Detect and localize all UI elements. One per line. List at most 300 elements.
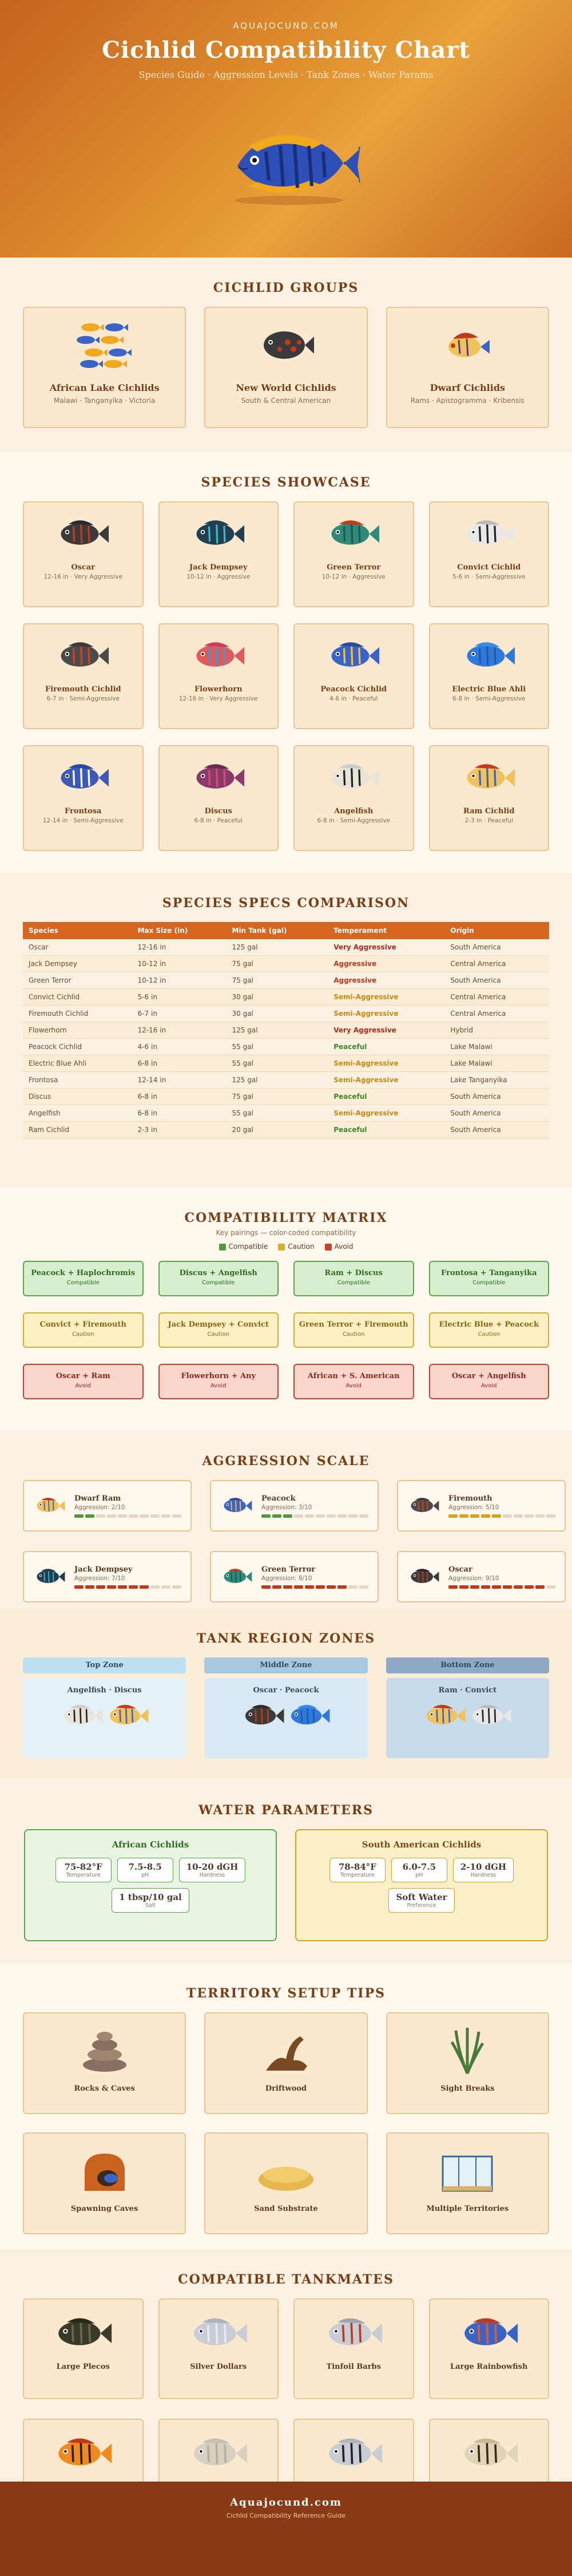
water-param-value: 78-84°F [338, 1862, 376, 1872]
aggression-bar-segment [448, 1585, 458, 1589]
pair-label: Discus + Angelfish [179, 1269, 257, 1277]
legend-label: Avoid [334, 1243, 353, 1251]
table-cell-size: 6-8 in [132, 1055, 227, 1072]
convict-cichlid-icon [460, 515, 518, 553]
table-header-cell: Max Size (in) [132, 922, 227, 939]
table-cell-origin: Central America [444, 1006, 549, 1022]
table-header-cell: Min Tank (gal) [227, 922, 328, 939]
water-param-key: Temperature [66, 1872, 101, 1878]
zone-body [386, 1678, 549, 1758]
table-cell-size: 6-7 in [132, 1006, 227, 1022]
rock-stack-icon [73, 2025, 136, 2076]
compat-pair[interactable] [23, 1364, 144, 1399]
legend-item [219, 1243, 268, 1251]
aggression-bar-segment [348, 1585, 357, 1589]
species-card[interactable] [158, 623, 279, 729]
aggression-bar-segment [492, 1585, 501, 1589]
table-cell-species: Discus [23, 1089, 132, 1105]
group-card-dwarf[interactable] [386, 307, 549, 428]
tip-name: Spawning Caves [70, 2205, 138, 2213]
aggression-bar-segment [337, 1585, 347, 1589]
table-row [23, 1105, 549, 1122]
table-cell-temp: Aggressive [328, 972, 444, 989]
pair-label: Peacock + Haplochromis [31, 1269, 136, 1277]
aggression-bar-segment [118, 1585, 127, 1589]
aggression-name: Firemouth [448, 1494, 492, 1503]
synodontis-catfish-icon [458, 2432, 521, 2475]
group-card-african[interactable] [23, 307, 186, 428]
table-cell-species: Jack Dempsey [23, 956, 132, 972]
tip-name: Multiple Territories [426, 2205, 509, 2213]
pair-label: Oscar + Ram [55, 1372, 110, 1380]
table-cell-tank: 75 gal [227, 956, 328, 972]
aggression-bar-segment [272, 1514, 281, 1518]
aggression-bar [448, 1514, 555, 1518]
table-cell-origin: South America [444, 939, 549, 956]
zone-body [204, 1678, 367, 1758]
compat-pair[interactable] [429, 1312, 550, 1348]
table-row [23, 939, 549, 956]
angelfish-icon [325, 759, 382, 797]
table-cell-origin: South America [444, 1089, 549, 1105]
table-cell-tank: 125 gal [227, 1022, 328, 1039]
zone-column [386, 1657, 549, 1758]
aggression-bar-segment [459, 1585, 468, 1589]
footer [0, 2482, 572, 2576]
aggression-bar-segment [118, 1514, 127, 1518]
aggression-level: Aggression: 8/10 [261, 1574, 312, 1582]
aggression-bar-segment [503, 1585, 512, 1589]
table-cell-tank: 55 gal [227, 1039, 328, 1055]
species-card[interactable] [23, 623, 144, 729]
zone-fish: Angelfish · Discus [67, 1686, 142, 1695]
ram-cichlid-icon [33, 1494, 66, 1517]
aggression-bar [448, 1585, 555, 1589]
water-card-title: South American Cichlids [362, 1839, 482, 1850]
water-card-title: African Cichlids [112, 1839, 189, 1850]
aggression-bar-segment [305, 1585, 314, 1589]
pair-status: Caution [478, 1331, 500, 1338]
legend-swatch [325, 1244, 332, 1251]
table-cell-species: Flowerhorn [23, 1022, 132, 1039]
species-name: Ram Cichlid [463, 807, 515, 816]
compat-pair[interactable] [158, 1364, 279, 1399]
table-cell-temp: Semi-Aggressive [328, 1105, 444, 1122]
aggression-bar-segment [546, 1585, 555, 1589]
ram-cichlid-icon [105, 1700, 150, 1731]
table-cell-size: 10-12 in [132, 956, 227, 972]
table-cell-species: Oscar [23, 939, 132, 956]
tip-card[interactable] [204, 2012, 367, 2114]
aggression-bar-segment [348, 1514, 357, 1518]
compat-pair[interactable] [293, 1312, 414, 1348]
table-row [23, 1072, 549, 1089]
species-card[interactable] [23, 501, 144, 607]
table-cell-temp: Semi-Aggressive [328, 1006, 444, 1022]
table-cell-tank: 125 gal [227, 939, 328, 956]
zone-fish: Ram · Convict [438, 1686, 497, 1695]
species-name: Jack Dempsey [189, 563, 248, 572]
species-name: Discus [204, 807, 232, 816]
aggression-card[interactable] [210, 1551, 379, 1602]
aggression-bar-segment [503, 1514, 512, 1518]
tip-card[interactable] [204, 2132, 367, 2234]
species-card[interactable] [429, 623, 550, 729]
table-cell-size: 6-8 in [132, 1105, 227, 1122]
table-cell-tank: 30 gal [227, 1006, 328, 1022]
ram-cichlid-icon [436, 319, 499, 371]
peacock-cichlid-icon [325, 637, 382, 675]
aggression-card[interactable] [23, 1551, 192, 1602]
water-param-key: Temperature [340, 1872, 375, 1878]
tankmate-card[interactable] [23, 2298, 144, 2399]
water-param-key: Preference [407, 1902, 436, 1909]
table-cell-species: Electric Blue Ahli [23, 1055, 132, 1072]
pair-label: Oscar + Angelfish [451, 1372, 526, 1380]
aggression-bar-segment [327, 1585, 336, 1589]
table-cell-size: 12-16 in [132, 939, 227, 956]
species-name: Oscar [71, 563, 96, 572]
water-param [329, 1858, 386, 1882]
compat-pair[interactable] [158, 1261, 279, 1296]
aggression-card[interactable] [397, 1480, 566, 1532]
aggression-name: Green Terror [261, 1565, 316, 1574]
aggression-bar-segment [359, 1585, 368, 1589]
table-cell-tank: 75 gal [227, 1089, 328, 1105]
species-desc: 6-8 in · Peaceful [194, 817, 243, 824]
convict-cichlid-icon [467, 1700, 513, 1731]
aggression-bar-segment [107, 1514, 116, 1518]
group-card-new-world[interactable] [204, 307, 367, 428]
tip-card[interactable] [23, 2012, 186, 2114]
aggression-card[interactable] [210, 1480, 379, 1532]
aggression-bar-segment [481, 1514, 490, 1518]
table-row [23, 1039, 549, 1055]
aggression-bar-segment [74, 1585, 84, 1589]
legend-item [325, 1243, 353, 1251]
compat-pair[interactable] [23, 1312, 144, 1348]
aggression-bar-segment [129, 1585, 138, 1589]
table-cell-size: 12-16 in [132, 1022, 227, 1039]
pair-status: Avoid [210, 1383, 227, 1389]
aggression-bar-segment [481, 1585, 490, 1589]
aggression-bar-segment [316, 1514, 325, 1518]
site-name[interactable]: AQUAJOCUND.COM [233, 21, 339, 31]
aggression-bar-segment [140, 1514, 149, 1518]
table-cell-origin: Lake Malawi [444, 1055, 549, 1072]
tankmate-card[interactable] [293, 2298, 414, 2399]
ram-cichlid-icon [422, 1700, 467, 1731]
aggression-bar-segment [470, 1585, 479, 1589]
species-desc: 5-6 in · Semi-Aggressive [452, 573, 526, 580]
aggression-bar-segment [525, 1585, 534, 1589]
pair-status: Compatible [472, 1280, 506, 1286]
compat-pair[interactable] [293, 1364, 414, 1399]
table-cell-species: Peacock Cichlid [23, 1039, 132, 1055]
species-name: Frontosa [65, 807, 102, 816]
groups-title: CICHLID GROUPS [213, 280, 359, 295]
table-cell-temp: Semi-Aggressive [328, 989, 444, 1006]
tip-name: Rocks & Caves [74, 2084, 135, 2093]
aggression-bar-segment [470, 1514, 479, 1518]
aggression-bar-segment [161, 1585, 170, 1589]
table-header-cell: Species [23, 922, 132, 939]
compat-pair[interactable] [293, 1261, 414, 1296]
tankmates-title: COMPATIBLE TANKMATES [178, 2272, 394, 2287]
aggression-bar-segment [294, 1585, 303, 1589]
giant-gourami-icon [187, 2432, 250, 2475]
species-card[interactable] [293, 623, 414, 729]
table-row [23, 1055, 549, 1072]
species-card[interactable] [429, 745, 550, 851]
water-param [117, 1858, 173, 1882]
table-row [23, 956, 549, 972]
table-row [23, 1089, 549, 1105]
table-cell-species: Firemouth Cichlid [23, 1006, 132, 1022]
compat-pair[interactable] [23, 1261, 144, 1296]
electric-blue-ahli-icon [460, 637, 518, 675]
specs-table [23, 922, 549, 1138]
species-card[interactable] [158, 501, 279, 607]
aggression-bar-segment [283, 1514, 292, 1518]
water-param-value: 2-10 dGH [460, 1862, 507, 1872]
table-row [23, 1006, 549, 1022]
page-subtitle: Species Guide · Aggression Levels · Tank Zones · Water Params [138, 69, 434, 80]
aggression-bar-segment [448, 1514, 458, 1518]
aggression-card[interactable] [397, 1551, 566, 1602]
pair-status: Avoid [481, 1383, 497, 1389]
water-param [112, 1888, 189, 1913]
aggression-bar-segment [459, 1514, 468, 1518]
tip-card[interactable] [23, 2132, 186, 2234]
tankmate-name: Large Rainbowfish [450, 2363, 528, 2371]
zones-section [0, 1608, 572, 1780]
water-param-value: 10-20 dGH [186, 1862, 239, 1872]
group-name: Dwarf Cichlids [430, 382, 506, 393]
tankmate-card[interactable] [429, 2298, 550, 2399]
table-cell-size: 12-14 in [132, 1072, 227, 1089]
species-name: Firemouth Cichlid [45, 685, 121, 694]
water-param [453, 1858, 514, 1882]
tips-section [0, 1963, 572, 2249]
table-row [23, 1122, 549, 1138]
aggression-bar-segment [546, 1514, 555, 1518]
group-desc: Malawi · Tanganyika · Victoria [53, 397, 156, 405]
tip-card[interactable] [386, 2012, 549, 2114]
electric-blue-ahli-icon [286, 1700, 332, 1731]
tip-card[interactable] [386, 2132, 549, 2234]
table-cell-tank: 55 gal [227, 1055, 328, 1072]
firemouth-cichlid-icon [54, 637, 112, 675]
table-cell-temp: Very Aggressive [328, 939, 444, 956]
matrix-legend [23, 1243, 549, 1251]
species-name: Flowerhorn [194, 685, 243, 694]
tankmate-card[interactable] [158, 2298, 279, 2399]
pair-status: Avoid [75, 1383, 91, 1389]
groups-section [0, 258, 572, 452]
species-desc: 6-8 in · Semi-Aggressive [452, 695, 526, 702]
tip-name: Sight Breaks [440, 2084, 495, 2093]
aggression-bar-segment [150, 1514, 160, 1518]
pair-status: Avoid [345, 1383, 362, 1389]
driftwood-icon [255, 2025, 317, 2076]
aggression-bar [261, 1514, 368, 1518]
table-cell-size: 2-3 in [132, 1122, 227, 1138]
tankmate-name: Tinfoil Barbs [326, 2363, 381, 2371]
aggression-bar-segment [107, 1585, 116, 1589]
green-terror-fish-icon [220, 1565, 253, 1588]
jack-dempsey-fish-icon [190, 515, 247, 553]
water-param-key: pH [415, 1872, 423, 1878]
matrix-title: COMPATIBILITY MATRIX [184, 1210, 388, 1225]
table-cell-origin: South America [444, 1122, 549, 1138]
table-cell-origin: Central America [444, 989, 549, 1006]
aggression-bar-segment [150, 1585, 160, 1589]
group-name: African Lake Cichlids [49, 382, 160, 393]
pair-label: Green Terror + Firemouth [299, 1320, 408, 1329]
hero-header [0, 0, 572, 258]
aggression-bar [74, 1514, 181, 1518]
pair-label: Ram + Discus [324, 1269, 383, 1277]
pleco-fish-icon [51, 2312, 114, 2355]
clown-loach-icon [51, 2432, 114, 2475]
compat-pair[interactable] [429, 1261, 550, 1296]
table-cell-temp: Semi-Aggressive [328, 1072, 444, 1089]
aggression-name: Dwarf Ram [74, 1494, 121, 1503]
water-param-value: Soft Water [396, 1892, 447, 1902]
species-name: Green Terror [327, 563, 381, 572]
green-terror-fish-icon [325, 515, 382, 553]
oscar-fish-icon [54, 515, 112, 553]
aggression-bar-segment [294, 1514, 303, 1518]
zone-fish: Oscar · Peacock [253, 1686, 319, 1695]
water-param [55, 1858, 112, 1882]
legend-swatch [219, 1244, 226, 1251]
tankmate-name: Silver Dollars [190, 2363, 247, 2371]
table-header-cell: Temperament [328, 922, 444, 939]
compat-pair[interactable] [429, 1364, 550, 1399]
aggression-name: Peacock [261, 1494, 296, 1503]
group-desc: South & Central American [241, 397, 331, 405]
table-row [23, 989, 549, 1006]
aggression-bar-segment [261, 1585, 271, 1589]
table-cell-temp: Semi-Aggressive [328, 1055, 444, 1072]
table-cell-tank: 75 gal [227, 972, 328, 989]
aggression-bar-segment [492, 1514, 501, 1518]
table-cell-species: Angelfish [23, 1105, 132, 1122]
aggression-bar [261, 1585, 368, 1589]
table-cell-size: 6-8 in [132, 1089, 227, 1105]
legend-item [278, 1243, 314, 1251]
table-cell-species: Ram Cichlid [23, 1122, 132, 1138]
aggression-bar-segment [172, 1585, 181, 1589]
tip-name: Driftwood [265, 2084, 307, 2093]
water-param [179, 1858, 246, 1882]
oscar-fish-icon [240, 1700, 286, 1731]
pair-label: Frontosa + Tanganyika [440, 1269, 537, 1277]
matrix-subtitle: Key pairings — color-coded compatibility [216, 1229, 356, 1237]
pair-status: Caution [342, 1331, 365, 1338]
species-title: SPECIES SHOWCASE [201, 475, 371, 490]
water-param-key: Hardness [470, 1872, 496, 1878]
aggression-bar-segment [337, 1514, 347, 1518]
legend-swatch [278, 1244, 285, 1251]
aggression-bar-segment [85, 1514, 94, 1518]
african-cichlids-school-icon [73, 319, 136, 371]
table-cell-size: 4-6 in [132, 1039, 227, 1055]
species-desc: 4-6 in · Peaceful [329, 695, 378, 702]
flowerhorn-fish-icon [190, 637, 247, 675]
specs-title: SPECIES SPECS COMPARISON [162, 896, 410, 911]
rainbowfish-icon [458, 2312, 521, 2355]
table-row [23, 1022, 549, 1039]
species-card[interactable] [293, 745, 414, 851]
zones-title: TANK REGION ZONES [196, 1631, 376, 1646]
aggression-section [0, 1431, 572, 1608]
table-row [23, 972, 549, 989]
species-desc: 6-8 in · Semi-Aggressive [317, 817, 390, 824]
species-card[interactable] [293, 501, 414, 607]
species-card[interactable] [429, 501, 550, 607]
peacock-cichlid-icon [220, 1494, 253, 1517]
legend-label: Compatible [228, 1243, 268, 1251]
table-cell-origin: Hybrid [444, 1022, 549, 1039]
spawning-cave-icon [73, 2145, 136, 2197]
water-param-value: 6.0-7.5 [402, 1862, 436, 1872]
aggression-bar-segment [85, 1585, 94, 1589]
aggression-bar-segment [535, 1514, 545, 1518]
aggression-bar-segment [96, 1585, 105, 1589]
legend-label: Caution [288, 1243, 315, 1251]
aggression-card[interactable] [23, 1480, 192, 1532]
table-cell-tank: 125 gal [227, 1072, 328, 1089]
water-param-key: Hardness [199, 1872, 225, 1878]
pair-status: Compatible [337, 1280, 370, 1286]
species-card[interactable] [158, 745, 279, 851]
species-card[interactable] [23, 745, 144, 851]
table-cell-origin: South America [444, 1105, 549, 1122]
footer-site[interactable]: Aquajocund.com [230, 2496, 342, 2508]
species-name: Electric Blue Ahli [452, 685, 526, 694]
aggression-name: Oscar [448, 1565, 472, 1574]
water-param [388, 1888, 454, 1913]
pair-label: Jack Dempsey + Convict [168, 1320, 269, 1329]
species-desc: 2-3 in · Peaceful [464, 817, 513, 824]
zone-column [204, 1657, 367, 1758]
aggression-bar-segment [283, 1585, 292, 1589]
aggression-bar-segment [327, 1514, 336, 1518]
tinfoil-barb-icon [322, 2312, 385, 2355]
water-param-key: pH [141, 1872, 149, 1878]
aggression-level: Aggression: 2/10 [74, 1503, 125, 1511]
bala-shark-icon [322, 2432, 385, 2475]
species-section [0, 452, 572, 873]
ram-cichlid-icon [460, 759, 518, 797]
table-cell-origin: Central America [444, 956, 549, 972]
table-cell-temp: Peaceful [328, 1122, 444, 1138]
table-cell-species: Green Terror [23, 972, 132, 989]
species-desc: 10-12 in · Aggressive [321, 573, 386, 580]
water-param-value: 7.5-8.5 [128, 1862, 162, 1872]
zone-body [23, 1678, 186, 1758]
oscar-fish-icon [255, 319, 317, 371]
table-cell-temp: Peaceful [328, 1089, 444, 1105]
blue-cichlid-fish-icon [214, 120, 363, 206]
pair-status: Compatible [202, 1280, 235, 1286]
table-cell-temp: Aggressive [328, 956, 444, 972]
aggression-bar-segment [96, 1514, 105, 1518]
compat-pair[interactable] [158, 1312, 279, 1348]
